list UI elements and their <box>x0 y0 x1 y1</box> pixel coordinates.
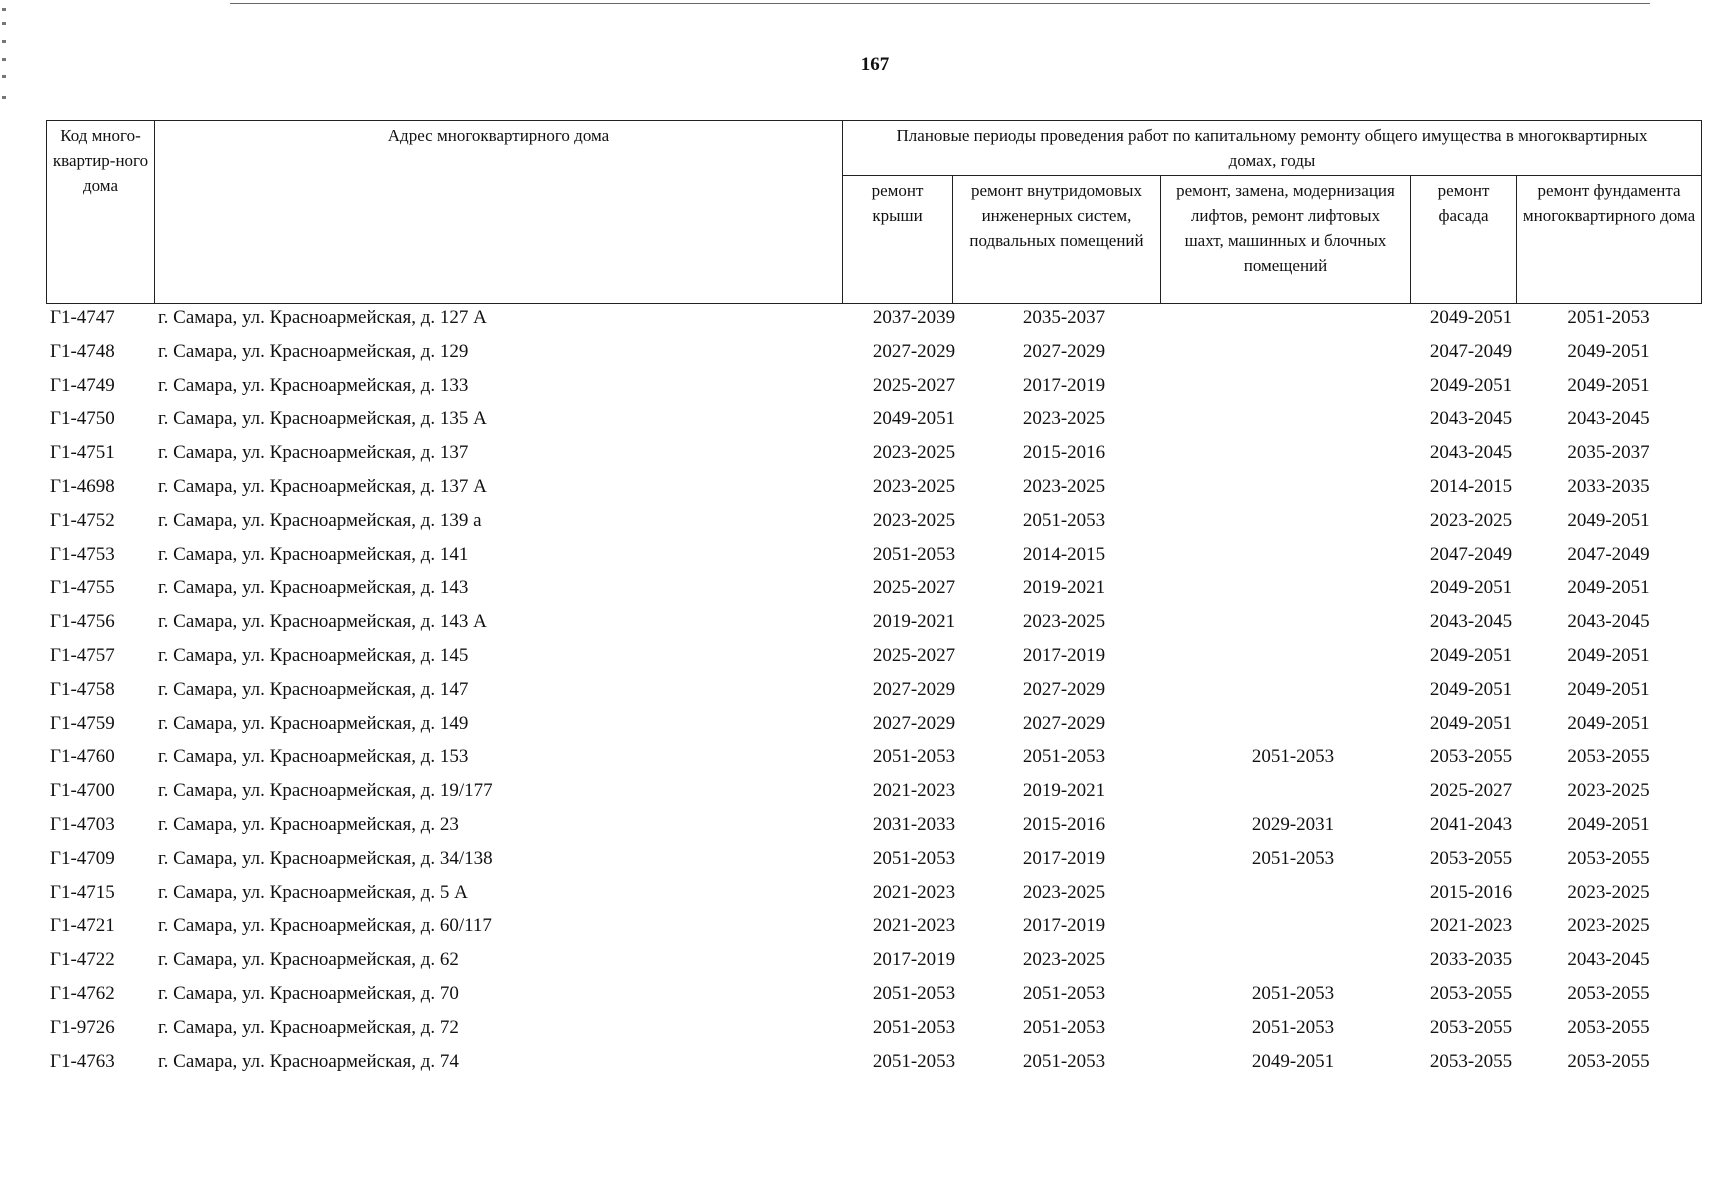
table-row <box>46 779 1701 813</box>
row-lifts: 2051-2053 <box>1251 847 1335 869</box>
row-roof: 2049-2051 <box>872 408 956 430</box>
row-roof: 2027-2029 <box>872 678 956 700</box>
row-engineering: 2023-2025 <box>1022 408 1106 430</box>
row-lifts: 2029-2031 <box>1251 813 1335 835</box>
table-row <box>46 509 1701 543</box>
row-address: г. Самара, ул. Красноармейская, д. 5 А <box>158 881 468 903</box>
row-foundation: 2049-2051 <box>1567 644 1650 666</box>
row-code: Г1-4763 <box>50 1050 115 1072</box>
row-roof: 2037-2039 <box>872 307 956 328</box>
row-roof: 2051-2053 <box>872 1050 956 1072</box>
row-roof: 2031-2033 <box>872 813 956 835</box>
row-roof: 2025-2027 <box>872 577 956 599</box>
row-facade: 2053-2055 <box>1429 746 1513 768</box>
row-engineering: 2027-2029 <box>1022 712 1106 734</box>
row-address: г. Самара, ул. Красноармейская, д. 137 <box>158 442 469 464</box>
row-code: Г1-4709 <box>50 847 115 869</box>
row-facade: 2025-2027 <box>1429 780 1513 802</box>
row-facade: 2049-2051 <box>1429 374 1513 396</box>
row-code: Г1-4755 <box>50 577 115 599</box>
row-code: Г1-4698 <box>50 475 115 497</box>
row-code: Г1-4748 <box>50 340 115 362</box>
table-row <box>46 475 1701 509</box>
row-facade: 2023-2025 <box>1429 509 1513 531</box>
row-address: г. Самара, ул. Красноармейская, д. 141 <box>158 543 469 565</box>
row-foundation: 2051-2053 <box>1567 307 1650 328</box>
row-foundation: 2049-2051 <box>1567 712 1650 734</box>
row-engineering: 2019-2021 <box>1022 577 1106 599</box>
row-facade: 2053-2055 <box>1429 1050 1513 1072</box>
table-row <box>46 340 1701 374</box>
row-facade: 2015-2016 <box>1429 881 1513 903</box>
row-foundation: 2023-2025 <box>1567 780 1650 802</box>
row-facade: 2053-2055 <box>1429 982 1513 1004</box>
row-engineering: 2027-2029 <box>1022 340 1106 362</box>
row-code: Г1-4715 <box>50 881 115 903</box>
row-code: Г1-4751 <box>50 442 115 464</box>
row-engineering: 2051-2053 <box>1022 1050 1106 1072</box>
row-code: Г1-4760 <box>50 746 115 768</box>
row-lifts: 2051-2053 <box>1251 1016 1335 1038</box>
row-code: Г1-4757 <box>50 644 115 666</box>
row-facade: 2043-2045 <box>1429 611 1513 633</box>
header-facade: ремонт фасада <box>1411 176 1517 304</box>
row-code: Г1-4750 <box>50 408 115 430</box>
row-roof: 2021-2023 <box>872 881 956 903</box>
table-row <box>46 543 1701 577</box>
row-code: Г1-4756 <box>50 611 115 633</box>
table-row <box>46 813 1701 847</box>
row-foundation: 2049-2051 <box>1567 509 1650 531</box>
row-facade: 2047-2049 <box>1429 340 1513 362</box>
row-engineering: 2023-2025 <box>1022 611 1106 633</box>
row-roof: 2027-2029 <box>872 712 956 734</box>
table-row <box>46 982 1701 1016</box>
row-code: Г1-4749 <box>50 374 115 396</box>
row-facade: 2033-2035 <box>1429 949 1513 971</box>
row-foundation: 2049-2051 <box>1567 374 1650 396</box>
row-facade: 2049-2051 <box>1429 712 1513 734</box>
row-facade: 2047-2049 <box>1429 543 1513 565</box>
row-engineering: 2027-2029 <box>1022 678 1106 700</box>
row-roof: 2023-2025 <box>872 475 956 497</box>
row-code: Г1-4721 <box>50 915 115 937</box>
table-row <box>46 1016 1701 1050</box>
header-code: Код много-квартир-ного дома <box>47 121 155 304</box>
row-foundation: 2053-2055 <box>1567 847 1650 869</box>
table-row <box>46 576 1701 610</box>
table-row <box>46 847 1701 881</box>
row-address: г. Самара, ул. Красноармейская, д. 145 <box>158 644 469 666</box>
row-lifts: 2051-2053 <box>1251 982 1335 1004</box>
row-engineering: 2017-2019 <box>1022 915 1106 937</box>
row-facade: 2049-2051 <box>1429 307 1513 328</box>
row-address: г. Самара, ул. Красноармейская, д. 62 <box>158 949 459 971</box>
row-engineering: 2051-2053 <box>1022 509 1106 531</box>
table-header <box>46 120 1702 304</box>
row-address: г. Самара, ул. Красноармейская, д. 135 А <box>158 408 487 430</box>
row-address: г. Самара, ул. Красноармейская, д. 19/177 <box>158 780 493 802</box>
table-row <box>46 881 1701 915</box>
row-address: г. Самара, ул. Красноармейская, д. 147 <box>158 678 469 700</box>
row-code: Г1-4753 <box>50 543 115 565</box>
row-engineering: 2035-2037 <box>1022 307 1106 328</box>
table-row <box>46 1050 1701 1084</box>
row-code: Г1-4700 <box>50 780 115 802</box>
row-foundation: 2043-2045 <box>1567 611 1650 633</box>
row-roof: 2023-2025 <box>872 509 956 531</box>
row-engineering: 2051-2053 <box>1022 982 1106 1004</box>
row-foundation: 2023-2025 <box>1567 915 1650 937</box>
row-foundation: 2053-2055 <box>1567 1050 1650 1072</box>
row-engineering: 2014-2015 <box>1022 543 1106 565</box>
row-address: г. Самара, ул. Красноармейская, д. 34/138 <box>158 847 493 869</box>
table-row <box>46 441 1701 475</box>
row-foundation: 2053-2055 <box>1567 982 1650 1004</box>
row-foundation: 2049-2051 <box>1567 577 1650 599</box>
row-code: Г1-4722 <box>50 949 115 971</box>
row-roof: 2021-2023 <box>872 915 956 937</box>
row-address: г. Самара, ул. Красноармейская, д. 72 <box>158 1016 459 1038</box>
row-address: г. Самара, ул. Красноармейская, д. 153 <box>158 746 469 768</box>
table-row <box>46 914 1701 948</box>
row-facade: 2043-2045 <box>1429 442 1513 464</box>
row-facade: 2053-2055 <box>1429 1016 1513 1038</box>
header-engineering: ремонт внутридомовых инженерных систем, подвальных помещений <box>953 176 1161 304</box>
row-address: г. Самара, ул. Красноармейская, д. 70 <box>158 982 459 1004</box>
table-body <box>46 306 1701 1083</box>
row-address: г. Самара, ул. Красноармейская, д. 74 <box>158 1050 459 1072</box>
table-row <box>46 610 1701 644</box>
row-code: Г1-9726 <box>50 1016 115 1038</box>
row-foundation: 2023-2025 <box>1567 881 1650 903</box>
row-foundation: 2033-2035 <box>1567 475 1650 497</box>
row-address: г. Самара, ул. Красноармейская, д. 133 <box>158 374 469 396</box>
table-row <box>46 712 1701 746</box>
row-address: г. Самара, ул. Красноармейская, д. 129 <box>158 340 469 362</box>
table-row <box>46 644 1701 678</box>
row-lifts: 2049-2051 <box>1251 1050 1335 1072</box>
row-code: Г1-4758 <box>50 678 115 700</box>
row-foundation: 2053-2055 <box>1567 746 1650 768</box>
row-roof: 2017-2019 <box>872 949 956 971</box>
row-roof: 2021-2023 <box>872 780 956 802</box>
row-roof: 2025-2027 <box>872 374 956 396</box>
row-address: г. Самара, ул. Красноармейская, д. 149 <box>158 712 469 734</box>
page-number: 167 <box>860 54 890 75</box>
header-roof: ремонт крыши <box>843 176 953 304</box>
row-facade: 2014-2015 <box>1429 475 1513 497</box>
row-address: г. Самара, ул. Красноармейская, д. 139 а <box>158 509 482 531</box>
row-address: г. Самара, ул. Красноармейская, д. 23 <box>158 813 459 835</box>
row-engineering: 2023-2025 <box>1022 949 1106 971</box>
table-row <box>46 745 1701 779</box>
row-roof: 2023-2025 <box>872 442 956 464</box>
row-address: г. Самара, ул. Красноармейская, д. 143 <box>158 577 469 599</box>
row-engineering: 2023-2025 <box>1022 475 1106 497</box>
row-roof: 2051-2053 <box>872 746 956 768</box>
row-foundation: 2049-2051 <box>1567 678 1650 700</box>
header-periods: Плановые периоды проведения работ по капитальному ремонту общего имущества в многоквартирных домах, годы <box>843 121 1702 176</box>
top-rule <box>230 3 1650 4</box>
row-foundation: 2053-2055 <box>1567 1016 1650 1038</box>
row-foundation: 2049-2051 <box>1567 813 1650 835</box>
table-row <box>46 374 1701 408</box>
table-row <box>46 948 1701 982</box>
table-row <box>46 407 1701 441</box>
header-address: Адрес многоквартирного дома <box>155 121 843 304</box>
row-foundation: 2035-2037 <box>1567 442 1650 464</box>
row-engineering: 2017-2019 <box>1022 847 1106 869</box>
row-code: Г1-4759 <box>50 712 115 734</box>
row-roof: 2025-2027 <box>872 644 956 666</box>
table-row <box>46 306 1701 340</box>
row-roof: 2051-2053 <box>872 543 956 565</box>
row-code: Г1-4703 <box>50 813 115 835</box>
row-engineering: 2051-2053 <box>1022 1016 1106 1038</box>
row-code: Г1-4752 <box>50 509 115 531</box>
row-engineering: 2017-2019 <box>1022 374 1106 396</box>
row-engineering: 2023-2025 <box>1022 881 1106 903</box>
row-facade: 2021-2023 <box>1429 915 1513 937</box>
row-foundation: 2043-2045 <box>1567 949 1650 971</box>
row-engineering: 2015-2016 <box>1022 442 1106 464</box>
row-roof: 2051-2053 <box>872 1016 956 1038</box>
row-code: Г1-4762 <box>50 982 115 1004</box>
row-foundation: 2047-2049 <box>1567 543 1650 565</box>
row-roof: 2027-2029 <box>872 340 956 362</box>
row-foundation: 2049-2051 <box>1567 340 1650 362</box>
row-lifts: 2051-2053 <box>1251 746 1335 768</box>
row-address: г. Самара, ул. Красноармейская, д. 60/117 <box>158 915 492 937</box>
row-roof: 2019-2021 <box>872 611 956 633</box>
header-foundation: ремонт фундамента многоквартирного дома <box>1517 176 1702 304</box>
row-facade: 2049-2051 <box>1429 644 1513 666</box>
row-code: Г1-4747 <box>50 307 115 328</box>
row-engineering: 2051-2053 <box>1022 746 1106 768</box>
row-engineering: 2019-2021 <box>1022 780 1106 802</box>
header-lifts: ремонт, замена, модернизация лифтов, ремонт лифтовых шахт, машинных и блочных помещений <box>1161 176 1411 304</box>
row-facade: 2043-2045 <box>1429 408 1513 430</box>
scan-edge-marks <box>0 0 14 120</box>
row-address: г. Самара, ул. Красноармейская, д. 143 А <box>158 611 487 633</box>
row-foundation: 2043-2045 <box>1567 408 1650 430</box>
row-facade: 2053-2055 <box>1429 847 1513 869</box>
row-facade: 2049-2051 <box>1429 678 1513 700</box>
row-roof: 2051-2053 <box>872 847 956 869</box>
row-address: г. Самара, ул. Красноармейская, д. 127 А <box>158 307 487 328</box>
row-engineering: 2015-2016 <box>1022 813 1106 835</box>
row-address: г. Самара, ул. Красноармейская, д. 137 А <box>158 475 487 497</box>
table-row <box>46 678 1701 712</box>
row-roof: 2051-2053 <box>872 982 956 1004</box>
row-facade: 2049-2051 <box>1429 577 1513 599</box>
row-facade: 2041-2043 <box>1429 813 1513 835</box>
row-engineering: 2017-2019 <box>1022 644 1106 666</box>
